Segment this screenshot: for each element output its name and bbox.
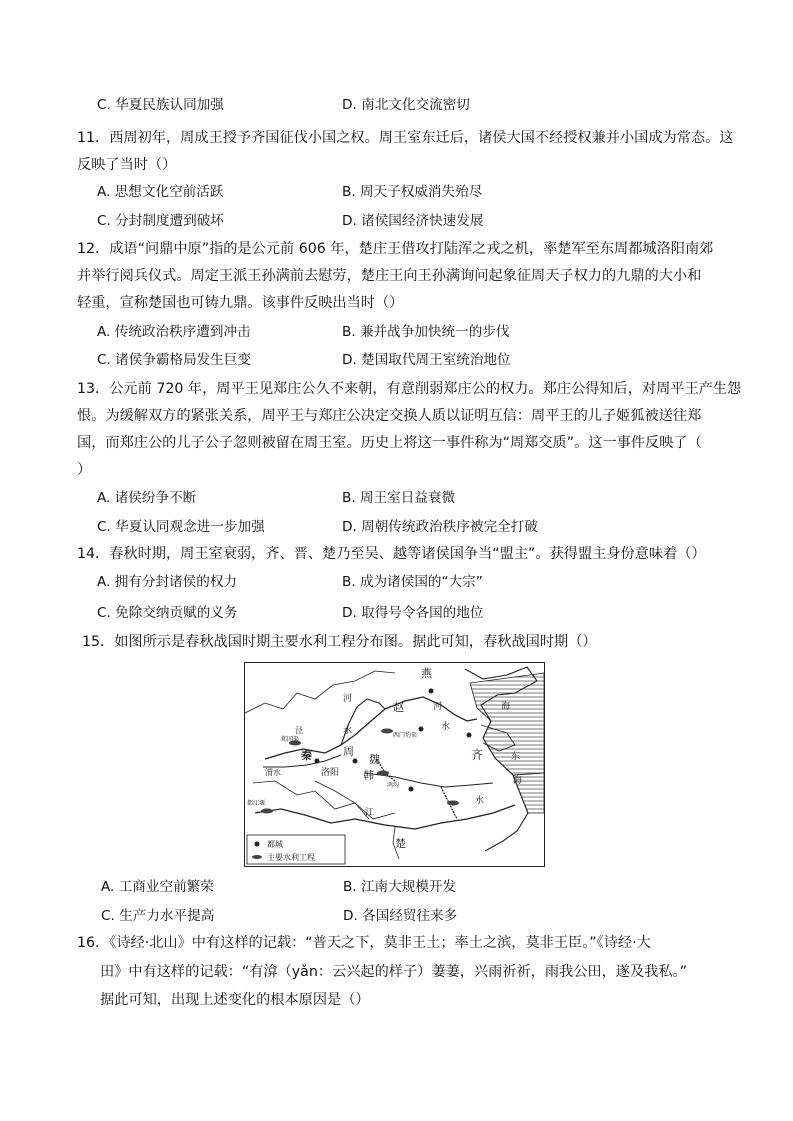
- label-dujiangyan: 都江堰: [247, 800, 266, 807]
- capital-mark: [353, 759, 358, 764]
- q15-option-d: D. 各国经贸往来多: [343, 908, 458, 924]
- q13-stem-line4: ）: [77, 462, 92, 478]
- label-zhengguo: 郑国渠: [281, 736, 300, 743]
- label-yan: 燕: [421, 667, 432, 680]
- label-wei: 魏: [369, 753, 380, 766]
- water-project-mark: [381, 729, 393, 734]
- q15-option-b: B. 江南大规模开发: [343, 879, 457, 895]
- q12-option-c: C. 诸侯争霸格局发生巨变: [97, 352, 252, 368]
- q15-option-a: A. 工商业空前繁荣: [101, 879, 214, 895]
- q14-option-a: A. 拥有分封诸侯的权力: [97, 574, 238, 590]
- capital-mark: [409, 787, 414, 792]
- label-chu: 楚: [395, 837, 406, 850]
- q13-stem-line2: 恨。为缓解双方的紧张关系，周平王与郑庄公决定交换人质以证明互信：周平王的儿子姬狐被送往郑: [77, 408, 702, 424]
- label-he-2: 河: [433, 702, 443, 712]
- label-qi: 齐: [471, 748, 484, 762]
- capital-mark: [315, 759, 320, 764]
- q13-option-b: B. 周王室日益衰微: [342, 490, 456, 506]
- q16-stem-line3: 据此可知，出现上述变化的根本原因是（）: [100, 992, 370, 1008]
- q13-stem-line1: 13．公元前 720 年，周平王见郑庄公久不来朝，有意削弱郑庄公的权力。郑庄公得知后，对周平王产生怨: [77, 381, 742, 397]
- legend-capital-label: 都城: [267, 840, 283, 849]
- q14-option-b: B. 成为诸侯国的“大宗”: [342, 574, 483, 590]
- label-he-1: 河: [343, 694, 353, 704]
- han-river: [315, 781, 369, 819]
- label-hai-2: 海: [513, 776, 523, 786]
- label-han: 韩: [363, 769, 374, 782]
- label-qin: 秦: [301, 749, 312, 762]
- capital-mark: [467, 733, 472, 738]
- capital-mark: [419, 727, 424, 732]
- label-zhou: 周: [343, 745, 354, 758]
- q11-option-b: B. 周天子权威消失殆尽: [342, 184, 483, 200]
- label-dong: 东: [511, 752, 521, 762]
- q13-option-c: C. 华夏认同观念进一步加强: [97, 519, 265, 535]
- irrigation-map-figure: [244, 662, 545, 867]
- yangtze-river: [255, 805, 515, 829]
- q15-option-c: C. 生产力水平提高: [101, 908, 215, 924]
- label-wei-river: 渭水: [265, 768, 281, 777]
- q11-option-c: C. 分封制度遭到破坏: [97, 213, 224, 229]
- capital-mark: [429, 689, 434, 694]
- label-zhao: 赵: [393, 701, 404, 714]
- label-luoyang: 洛阳: [321, 768, 340, 778]
- q12-option-b: B. 兼并战争加快统一的步伐: [342, 324, 510, 340]
- label-shui-2: 水: [441, 722, 451, 732]
- western-border: [245, 671, 395, 713]
- q11-option-a: A. 思想文化空前活跃: [97, 184, 224, 200]
- water-project-mark: [261, 809, 273, 814]
- q12-stem-line3: 轻重，宣称楚国也可铸九鼎。该事件反映出当时（）: [77, 295, 404, 311]
- label-jiang: 江: [365, 808, 375, 818]
- q14-stem-line1: 14．春秋时期，周王室衰弱，齐、晋、楚乃至吴、越等诸侯国争当“盟主”。获得盟主身份意味着（）: [77, 546, 706, 562]
- water-project-mark: [447, 801, 459, 806]
- q13-option-d: D. 周朝传统政治秩序被完全打破: [342, 519, 538, 535]
- q11-stem-line2: 反映了当时（）: [77, 157, 177, 173]
- q13-option-a: A. 诸侯纷争不断: [97, 490, 197, 506]
- q16-stem-line1: 16．《诗经·北山》中有这样的记载：“普天之下，莫非王土；率土之滨，莫非王臣。”《诗经·大: [77, 935, 651, 951]
- q13-stem-line3: 国，而郑庄公的儿子公子忽则被留在周王室。历史上将这一事件称为“周郑交质”。这一事件反映了（: [77, 435, 702, 451]
- q11-stem-line1: 11．西周初年，周成王授予齐国征伐小国之权。周王室东迁后，诸侯大国不经授权兼并小国成为常态。这: [77, 130, 734, 146]
- q10-option-c: C. 华夏民族认同加强: [97, 97, 224, 113]
- label-ximen: 西门豹渠: [393, 732, 418, 739]
- q14-option-d: D. 取得号令各国的地位: [342, 605, 484, 621]
- label-shui-3: 水: [475, 796, 485, 806]
- irrigation-map-svg: [245, 663, 544, 866]
- q12-stem-line2: 并举行阅兵仪式。周定王派王孙满前去慰劳，楚庄王向王孙满询问起象征周天子权力的九鼎的大小和: [77, 268, 702, 284]
- label-shui-1: 水: [343, 726, 353, 736]
- legend-project-label: 主要水利工程: [267, 853, 315, 862]
- q16-stem-line2: 田》中有这样的记载：“有渰（yǎn：云兴起的样子）萋萋，兴雨祈祈，雨我公田，遂及我私。”: [100, 964, 687, 980]
- legend-capital-mark: [255, 842, 260, 847]
- legend-project-mark: [252, 855, 262, 859]
- q15-stem-line1: 15．如图所示是春秋战国时期主要水利工程分布图。据此可知，春秋战国时期（）: [82, 634, 597, 650]
- q11-option-d: D. 诸侯国经济快速发展: [342, 213, 484, 229]
- q12-option-a: A. 传统政治秩序遭到冲击: [97, 324, 251, 340]
- label-jing: 泾: [295, 726, 303, 735]
- q12-stem-line1: 12．成语“问鼎中原”指的是公元前 606 年，楚庄王借攻打陆浑之戎之机，率楚军至东周都城洛阳南郊: [77, 241, 714, 257]
- q14-option-c: C. 免除交纳贡赋的义务: [97, 605, 238, 621]
- label-hai-1: 海: [501, 702, 511, 712]
- yellow-river-bend: [341, 699, 385, 745]
- label-honggou: 鸿沟: [387, 782, 400, 789]
- water-project-mark: [377, 771, 389, 776]
- q12-option-d: D. 楚国取代周王室统治地位: [342, 352, 511, 368]
- q10-option-d: D. 南北文化交流密切: [342, 97, 470, 113]
